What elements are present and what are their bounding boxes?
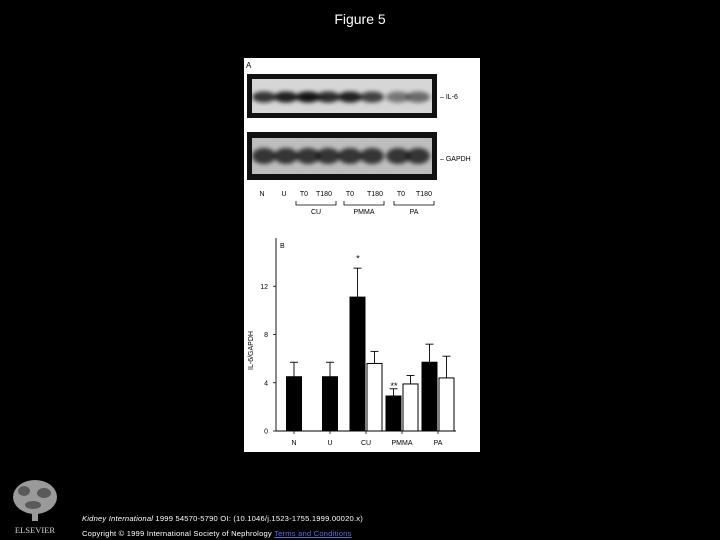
elsevier-logo	[6, 477, 64, 537]
bar	[350, 297, 365, 431]
journal-name: Kidney International	[82, 514, 154, 523]
bar	[367, 363, 382, 431]
x-tick-label: U	[327, 440, 333, 447]
y-tick-label: 12	[260, 283, 268, 291]
il6-band	[274, 92, 298, 103]
il6-band	[252, 92, 276, 103]
group-bracket	[394, 201, 434, 205]
bar	[439, 378, 454, 431]
citation-text: 1999 54570-5790 OI: (10.1046/j.1523-1755.1999.00020.x)	[153, 514, 363, 523]
il6-band	[316, 92, 340, 103]
x-tick-label: PA	[433, 440, 443, 447]
group-label: PA	[409, 209, 419, 216]
bar	[287, 377, 302, 431]
il6-blot	[247, 74, 437, 118]
il6-band	[406, 92, 430, 103]
group-brackets	[296, 201, 434, 216]
lane-label: N	[259, 191, 265, 198]
x-tick-label: CU	[360, 440, 372, 447]
y-tick-label: 4	[264, 380, 268, 388]
gapdh-band	[406, 148, 430, 164]
group-bracket	[296, 201, 336, 205]
il6-band	[360, 92, 384, 103]
lane-label: T180	[367, 191, 383, 198]
lane-label: T0	[396, 191, 406, 198]
elsevier-logo-text: ELSEVIER	[14, 525, 56, 535]
group-bracket	[344, 201, 384, 205]
group-label: CU	[310, 209, 322, 216]
slide-title: Figure 5	[334, 11, 386, 27]
gapdh-band	[316, 148, 340, 164]
chart-title: B	[280, 243, 285, 250]
il6-band	[338, 92, 362, 103]
terms-link[interactable]: Terms and Conditions	[274, 529, 352, 538]
citation-line	[82, 514, 363, 523]
significance-marker: **	[390, 381, 398, 392]
gapdh-band	[338, 148, 362, 164]
lane-label: T180	[416, 191, 432, 198]
gapdh-band	[252, 148, 276, 164]
gapdh-blot-label: – GAPDH	[440, 156, 471, 163]
y-tick-label: 0	[264, 428, 268, 436]
lane-label: T0	[345, 191, 355, 198]
figure-svg	[244, 58, 480, 452]
y-axis-label: IL-6/GAPDH	[248, 331, 255, 370]
il6-blot-label: – IL-6	[440, 94, 458, 101]
gapdh-band	[274, 148, 298, 164]
bar	[386, 396, 401, 431]
copyright-text: Copyright © 1999 International Society of Nephrology	[82, 529, 275, 538]
panel-a-label: A	[246, 61, 252, 70]
bar	[323, 377, 338, 431]
bar	[403, 384, 418, 431]
figure-panel	[244, 58, 480, 452]
significance-marker: *	[356, 253, 360, 264]
group-label: PMMA	[353, 209, 375, 216]
y-tick-label: 8	[264, 332, 268, 339]
bar-chart	[248, 238, 456, 447]
gapdh-band	[360, 148, 384, 164]
x-tick-label: N	[291, 440, 297, 447]
lane-label: T0	[299, 191, 309, 198]
gapdh-blot	[247, 132, 437, 180]
lane-labels	[259, 191, 432, 198]
bar	[422, 362, 437, 431]
x-tick-label: PMMA	[391, 440, 413, 447]
lane-label: T180	[316, 191, 332, 198]
copyright-line	[82, 529, 352, 538]
lane-label: U	[281, 191, 287, 198]
